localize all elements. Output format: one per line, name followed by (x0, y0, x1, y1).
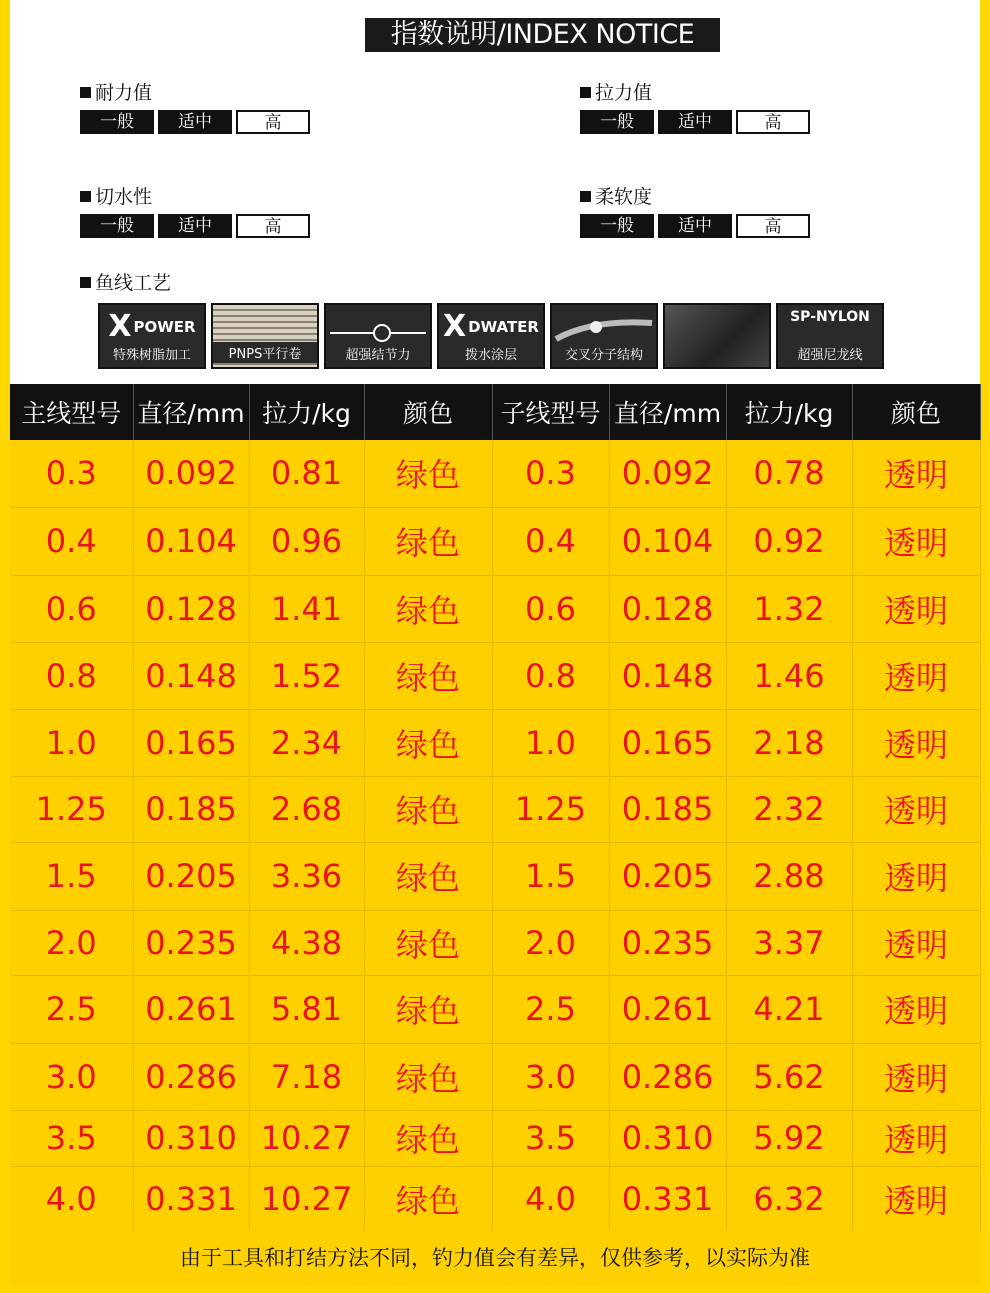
table-cell: 0.235 (609, 910, 726, 975)
table-cell: 3.5 (492, 1110, 609, 1166)
level-low: 一般 (580, 214, 654, 238)
table-cell: 0.165 (133, 709, 249, 776)
header-color: 颜色 (852, 384, 980, 440)
table-cell: 3.36 (249, 842, 364, 910)
table-cell: 绿色 (364, 1043, 492, 1110)
table-row (10, 1110, 980, 1166)
table-cell: 0.185 (609, 776, 726, 842)
table-cell: 透明 (852, 842, 980, 910)
bullet-icon (80, 277, 91, 288)
table-cell: 0.185 (133, 776, 249, 842)
table-cell: 1.5 (492, 842, 609, 910)
table-cell: 2.88 (726, 842, 852, 910)
table-cell: 绿色 (364, 910, 492, 975)
table-cell: 0.78 (726, 440, 852, 507)
rating-bar (580, 214, 814, 238)
header-diameter: 直径/mm (609, 384, 726, 440)
table-cell: 0.310 (133, 1110, 249, 1166)
table-cell: 透明 (852, 575, 980, 642)
table-cell: 透明 (852, 440, 980, 507)
table-row (10, 642, 980, 709)
table-cell: 0.81 (249, 440, 364, 507)
table-cell: 1.52 (249, 642, 364, 709)
table-cell: 1.5 (10, 842, 133, 910)
table-cell: 绿色 (364, 709, 492, 776)
table-cell: 绿色 (364, 842, 492, 910)
table-cell: 透明 (852, 709, 980, 776)
table-cell: 透明 (852, 1110, 980, 1166)
table-cell: 2.0 (492, 910, 609, 975)
header-color: 颜色 (364, 384, 492, 440)
rating-label: 耐力值 (95, 82, 153, 104)
table-row (10, 575, 980, 642)
rating-label: 切水性 (95, 186, 153, 208)
table-cell: 0.148 (609, 642, 726, 709)
header-main-line-size: 主线型号 (10, 384, 133, 440)
table-cell: 透明 (852, 507, 980, 575)
badge-knot: 超强结节力 (324, 303, 432, 369)
table-cell: 5.92 (726, 1110, 852, 1166)
table-cell: 1.0 (10, 709, 133, 776)
table-cell: 绿色 (364, 1166, 492, 1231)
table-cell: 0.148 (133, 642, 249, 709)
table-cell: 3.0 (492, 1043, 609, 1110)
rating-bar (580, 110, 814, 134)
level-low: 一般 (80, 110, 154, 134)
rope-icon (552, 309, 656, 349)
table-cell: 10.27 (249, 1110, 364, 1166)
craft-label: 鱼线工艺 (95, 272, 172, 294)
x-logo-icon: X (108, 309, 132, 344)
table-cell: 透明 (852, 975, 980, 1043)
table-row (10, 910, 980, 975)
bullet-icon (80, 191, 91, 202)
header-sub-line-size: 子线型号 (492, 384, 609, 440)
table-cell: 1.41 (249, 575, 364, 642)
table-cell: 0.310 (609, 1110, 726, 1166)
table-cell: 0.205 (609, 842, 726, 910)
table-row (10, 507, 980, 575)
bullet-icon (580, 191, 591, 202)
table-cell: 1.25 (492, 776, 609, 842)
table-header-row (10, 384, 980, 440)
table-cell: 3.5 (10, 1110, 133, 1166)
table-row (10, 776, 980, 842)
badge-power: XPOWER 特殊树脂加工 (98, 303, 206, 369)
table-cell: 绿色 (364, 1110, 492, 1166)
table-cell: 6.32 (726, 1166, 852, 1231)
level-mid: 适中 (158, 110, 232, 134)
table-cell: 1.46 (726, 642, 852, 709)
table-row (10, 1043, 980, 1110)
table-cell: 绿色 (364, 642, 492, 709)
table-cell: 4.0 (492, 1166, 609, 1231)
level-low: 一般 (80, 214, 154, 238)
table-cell: 7.18 (249, 1043, 364, 1110)
table-body (10, 440, 980, 1231)
rating-tension (580, 80, 814, 134)
header-tension: 拉力/kg (726, 384, 852, 440)
badge-blurred (663, 303, 771, 369)
table-cell: 0.286 (133, 1043, 249, 1110)
badge-pnps: PNPS平行卷 (211, 303, 319, 369)
table-cell: 0.165 (609, 709, 726, 776)
table-row (10, 1166, 980, 1231)
table-cell: 绿色 (364, 975, 492, 1043)
table-cell: 1.0 (492, 709, 609, 776)
table-cell: 3.37 (726, 910, 852, 975)
table-cell: 0.4 (492, 507, 609, 575)
table-cell: 2.5 (492, 975, 609, 1043)
rating-label: 柔软度 (595, 186, 653, 208)
badge-molecule: 交叉分子结构 (550, 303, 658, 369)
table-cell: 2.68 (249, 776, 364, 842)
rating-durability (80, 80, 314, 134)
table-cell: 0.3 (10, 440, 133, 507)
table-cell: 0.4 (10, 507, 133, 575)
x-logo-icon: X (443, 309, 467, 344)
badge-water: XDWATER 拨水涂层 (437, 303, 545, 369)
badge-sp-nylon: SP-NYLON 超强尼龙线 (776, 303, 884, 369)
table-cell: 4.38 (249, 910, 364, 975)
level-high: 高 (236, 110, 310, 134)
rating-water-cut (80, 184, 314, 238)
rating-softness (580, 184, 814, 238)
table-cell: 0.331 (609, 1166, 726, 1231)
table-cell: 0.92 (726, 507, 852, 575)
table-row (10, 842, 980, 910)
rating-label: 拉力值 (595, 82, 653, 104)
table-cell: 0.205 (133, 842, 249, 910)
level-high: 高 (736, 110, 810, 134)
table-cell: 2.18 (726, 709, 852, 776)
table-cell: 2.5 (10, 975, 133, 1043)
table-cell: 0.3 (492, 440, 609, 507)
table-cell: 0.104 (609, 507, 726, 575)
table-cell: 透明 (852, 910, 980, 975)
table-cell: 2.32 (726, 776, 852, 842)
table-cell: 0.286 (609, 1043, 726, 1110)
table-cell: 0.8 (10, 642, 133, 709)
table-cell: 0.96 (249, 507, 364, 575)
rating-bar (80, 110, 314, 134)
table-cell: 4.0 (10, 1166, 133, 1231)
bullet-icon (80, 87, 91, 98)
table-cell: 0.092 (133, 440, 249, 507)
table-cell: 4.21 (726, 975, 852, 1043)
table-cell: 10.27 (249, 1166, 364, 1231)
craft-badges (98, 303, 889, 369)
header-diameter: 直径/mm (133, 384, 249, 440)
table-cell: 0.104 (133, 507, 249, 575)
table-cell: 3.0 (10, 1043, 133, 1110)
table-cell: 透明 (852, 642, 980, 709)
table-cell: 透明 (852, 1043, 980, 1110)
level-high: 高 (736, 214, 810, 238)
page-title: 指数说明/INDEX NOTICE (365, 18, 720, 52)
table-row (10, 440, 980, 507)
rating-bar (80, 214, 314, 238)
table-cell: 绿色 (364, 440, 492, 507)
level-mid: 适中 (658, 110, 732, 134)
table-cell: 1.25 (10, 776, 133, 842)
table-cell: 0.6 (10, 575, 133, 642)
footer-note: 由于工具和打结方法不同，钓力值会有差异，仅供参考，以实际为准 (10, 1231, 980, 1286)
header-tension: 拉力/kg (249, 384, 364, 440)
table-cell: 5.81 (249, 975, 364, 1043)
table-cell: 0.8 (492, 642, 609, 709)
table-row (10, 709, 980, 776)
table-cell: 透明 (852, 776, 980, 842)
table-cell: 透明 (852, 1166, 980, 1231)
table-cell: 0.331 (133, 1166, 249, 1231)
level-low: 一般 (580, 110, 654, 134)
table-cell: 2.34 (249, 709, 364, 776)
bullet-icon (580, 87, 591, 98)
table-cell: 绿色 (364, 507, 492, 575)
table-cell: 1.32 (726, 575, 852, 642)
level-mid: 适中 (658, 214, 732, 238)
table-cell: 绿色 (364, 575, 492, 642)
table-cell: 0.6 (492, 575, 609, 642)
table-cell: 2.0 (10, 910, 133, 975)
table-row (10, 975, 980, 1043)
spec-table (10, 384, 981, 1232)
table-cell: 绿色 (364, 776, 492, 842)
table-cell: 0.128 (609, 575, 726, 642)
table-cell: 5.62 (726, 1043, 852, 1110)
table-cell: 0.235 (133, 910, 249, 975)
table-cell: 0.261 (609, 975, 726, 1043)
table-cell: 0.092 (609, 440, 726, 507)
table-cell: 0.128 (133, 575, 249, 642)
level-high: 高 (236, 214, 310, 238)
table-cell: 0.261 (133, 975, 249, 1043)
level-mid: 适中 (158, 214, 232, 238)
